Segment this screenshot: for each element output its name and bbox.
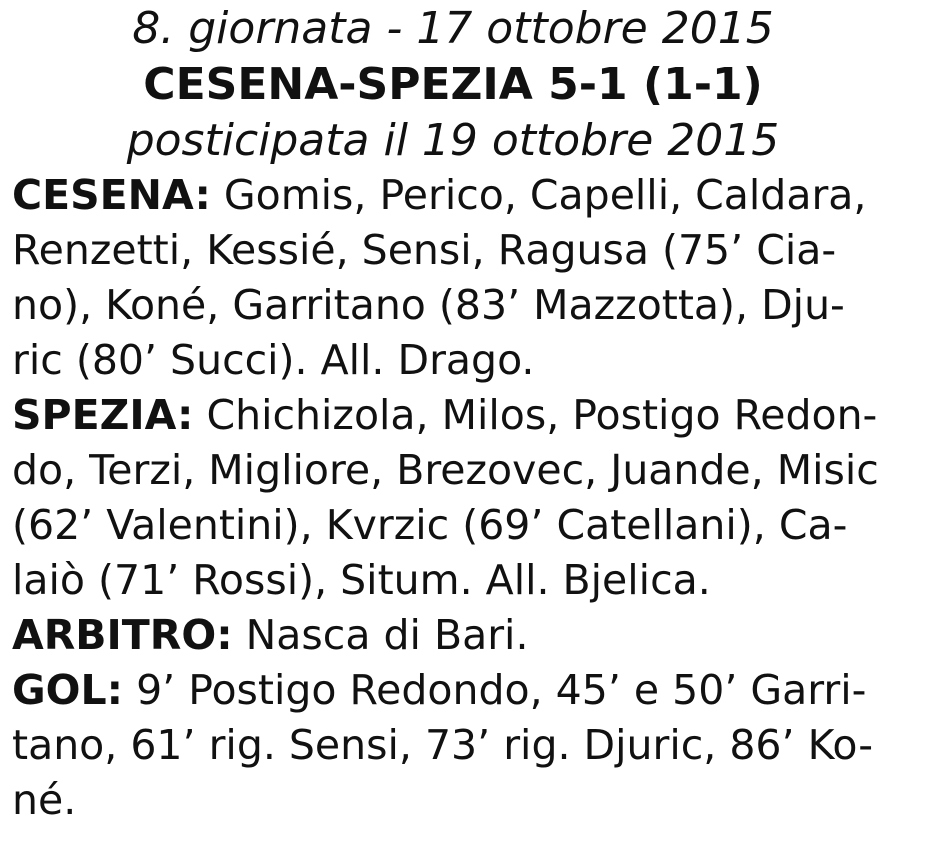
spezia-lineup-line xyxy=(12,391,877,439)
cesena-lineup-text: ric (80’ Succi). All. Drago. xyxy=(12,336,535,384)
cesena-lineup-text: Gomis, Perico, Capelli, Caldara, xyxy=(210,171,867,219)
referee-line xyxy=(12,611,528,659)
postponed-note: posticipata il 19 ottobre 2015 xyxy=(126,115,780,166)
spezia-label: SPEZIA: xyxy=(12,391,194,439)
referee-text: Nasca di Bari. xyxy=(232,611,529,659)
cesena-lineup-text: Renzetti, Kessié, Sensi, Ragusa (75’ Cia- xyxy=(12,226,837,274)
round-date: 8. giornata - 17 ottobre 2015 xyxy=(132,3,774,54)
cesena-lineup-text: no), Koné, Garritano (83’ Mazzotta), Dju- xyxy=(12,281,845,329)
cesena-label: CESENA: xyxy=(12,171,211,219)
cesena-lineup-line xyxy=(12,171,866,219)
goals-label: GOL: xyxy=(12,666,124,714)
goals-text: 9’ Postigo Redondo, 45’ e 50’ Garri- xyxy=(123,666,867,714)
spezia-lineup-text: do, Terzi, Migliore, Brezovec, Juande, Misic xyxy=(12,446,879,494)
referee-label: ARBITRO: xyxy=(12,611,233,659)
spezia-lineup-text: (62’ Valentini), Kvrzic (69’ Catellani), Ca- xyxy=(12,501,848,549)
match-title: CESENA-SPEZIA 5-1 (1-1) xyxy=(143,59,763,110)
goals-text: tano, 61’ rig. Sensi, 73’ rig. Djuric, 86’ Ko- xyxy=(12,721,874,769)
goals-line xyxy=(12,666,866,714)
spezia-lineup-text: laiò (71’ Rossi), Situm. All. Bjelica. xyxy=(12,556,711,604)
goals-text: né. xyxy=(12,776,77,824)
spezia-lineup-text: Chichizola, Milos, Postigo Redon- xyxy=(193,391,878,439)
